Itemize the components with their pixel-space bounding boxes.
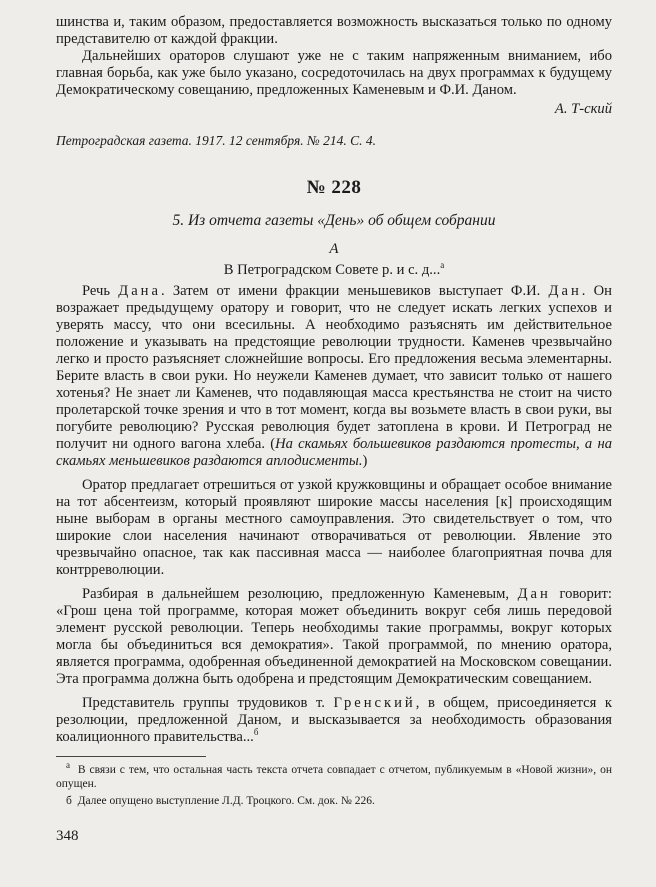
document-title: 5. Из отчета газеты «День» об общем собрании [172, 212, 496, 229]
speaker-name: Гренский [333, 695, 416, 711]
footnote-ref: а [440, 260, 445, 271]
text-run: Речь [82, 283, 119, 299]
footnote-divider [56, 756, 206, 757]
text-run: , в общем, присоединяется к резолюции, предложенной Даном, и высказывается за необходимость образования коалиционного правительства... [56, 695, 612, 745]
stage-remark: На скамьях большевиков раздаются протесты, а на скамьях меньшевиков раздаются аплодисменты. [56, 436, 612, 469]
text-run: . Затем от имени фракции меньшевиков выступает Ф.И. [160, 283, 549, 299]
page-number: 348 [56, 828, 79, 844]
footnote-mark: б [66, 795, 72, 807]
text-run: Разбирая в дальнейшем резолюцию, предложенную Каменевым, [82, 586, 518, 602]
footnote-text: Далее опущено выступление Л.Д. Троцкого. См. док. № 226. [77, 795, 375, 807]
speaker-name: Дан [548, 283, 582, 299]
signature: А. Т-ский [554, 101, 612, 117]
paragraph: Дальнейших ораторов слушают уже не с таким напряженным вниманием, ибо главная борьба, как уже было указано, сосредоточилась на двух программах к будущему Демократическому совещанию, предложенных Каменевым и Ф.И. Даном. [56, 48, 612, 98]
paragraph: шинства и, таким образом, предоставляется возможность высказаться только по одному представителю от каждой фракции. [56, 14, 612, 47]
footnote-text: В связи с тем, что остальная часть текста отчета совпадает с отчетом, публикуемым в «Новой жизни», он опущен. [56, 764, 612, 790]
paragraph [56, 695, 612, 746]
footnote-mark: а [66, 760, 70, 771]
text-run: . Он возражает предыдущему оратору и говорит, что не следует искать легких успехов и уверять массу, что они всесильны. А необходимо разъяснять им действительное положение и указывать на предстоящие революции трудности. Каменев чрезвычайно легко и просто разъясняет сложнейшие вопросы. Его предложения весьма элементарны. Берите власть в свои руки. Но неужели Каменев думает, что зависит только от нашего хотенья? Не знает ли Каменев, что подавляющая масса крестьянства не стоит на чисто пролетарской точке зрения и что в тот момент, когда вы возьмете власть в свои руки, вы погубите революцию? Русская революция будет затоплена в крови. И Петроград не получит ни одного вагона хлеба. ( [56, 283, 612, 452]
document-subtitle [56, 262, 612, 279]
text-run: Представитель группы трудовиков т. [82, 695, 334, 711]
page-content [56, 14, 612, 808]
paragraph [56, 586, 612, 688]
text-run: ) [362, 453, 368, 469]
speaker-name: Дан [517, 586, 551, 602]
source-citation: Петроградская газета. 1917. 12 сентября. № 214. С. 4. [56, 133, 376, 148]
paragraph [56, 283, 612, 470]
text-run: говорит: «Грош цена той программе, которая может объединить вокруг себя лишь передовой элемент русской революции. Теперь необходимы такие программы, вокруг которых могла бы объединиться вся демократия». Такой программой, по мнению оратора, является программа, одобренная объединенной демократией на Московском совещании. Эта программа должна быть одобрена и предстоящим Демократическим совещанием. [56, 586, 612, 687]
footnote [56, 794, 612, 808]
footnote [56, 760, 612, 791]
subtitle-text: В Петроградском Совете р. и с. д... [223, 262, 441, 278]
speaker-name: Дана [118, 283, 161, 299]
paragraph: Оратор предлагает отрешиться от узкой кружковщины и обращает особое внимание на тот абсентеизм, который проявляют широкие массы населения [к] происходящим ныне выборам в органы местного самоуправления. Это свидетельствует о том, что широкие слои населения начинают отворачиваться от революции. Явление это чрезвычайно опасное, так как пассивная масса — наиболее благоприятная почва для контрреволюции. [56, 477, 612, 578]
section-letter: А [329, 241, 339, 257]
document-number: № 228 [306, 177, 362, 198]
footnote-ref: б [253, 727, 259, 738]
